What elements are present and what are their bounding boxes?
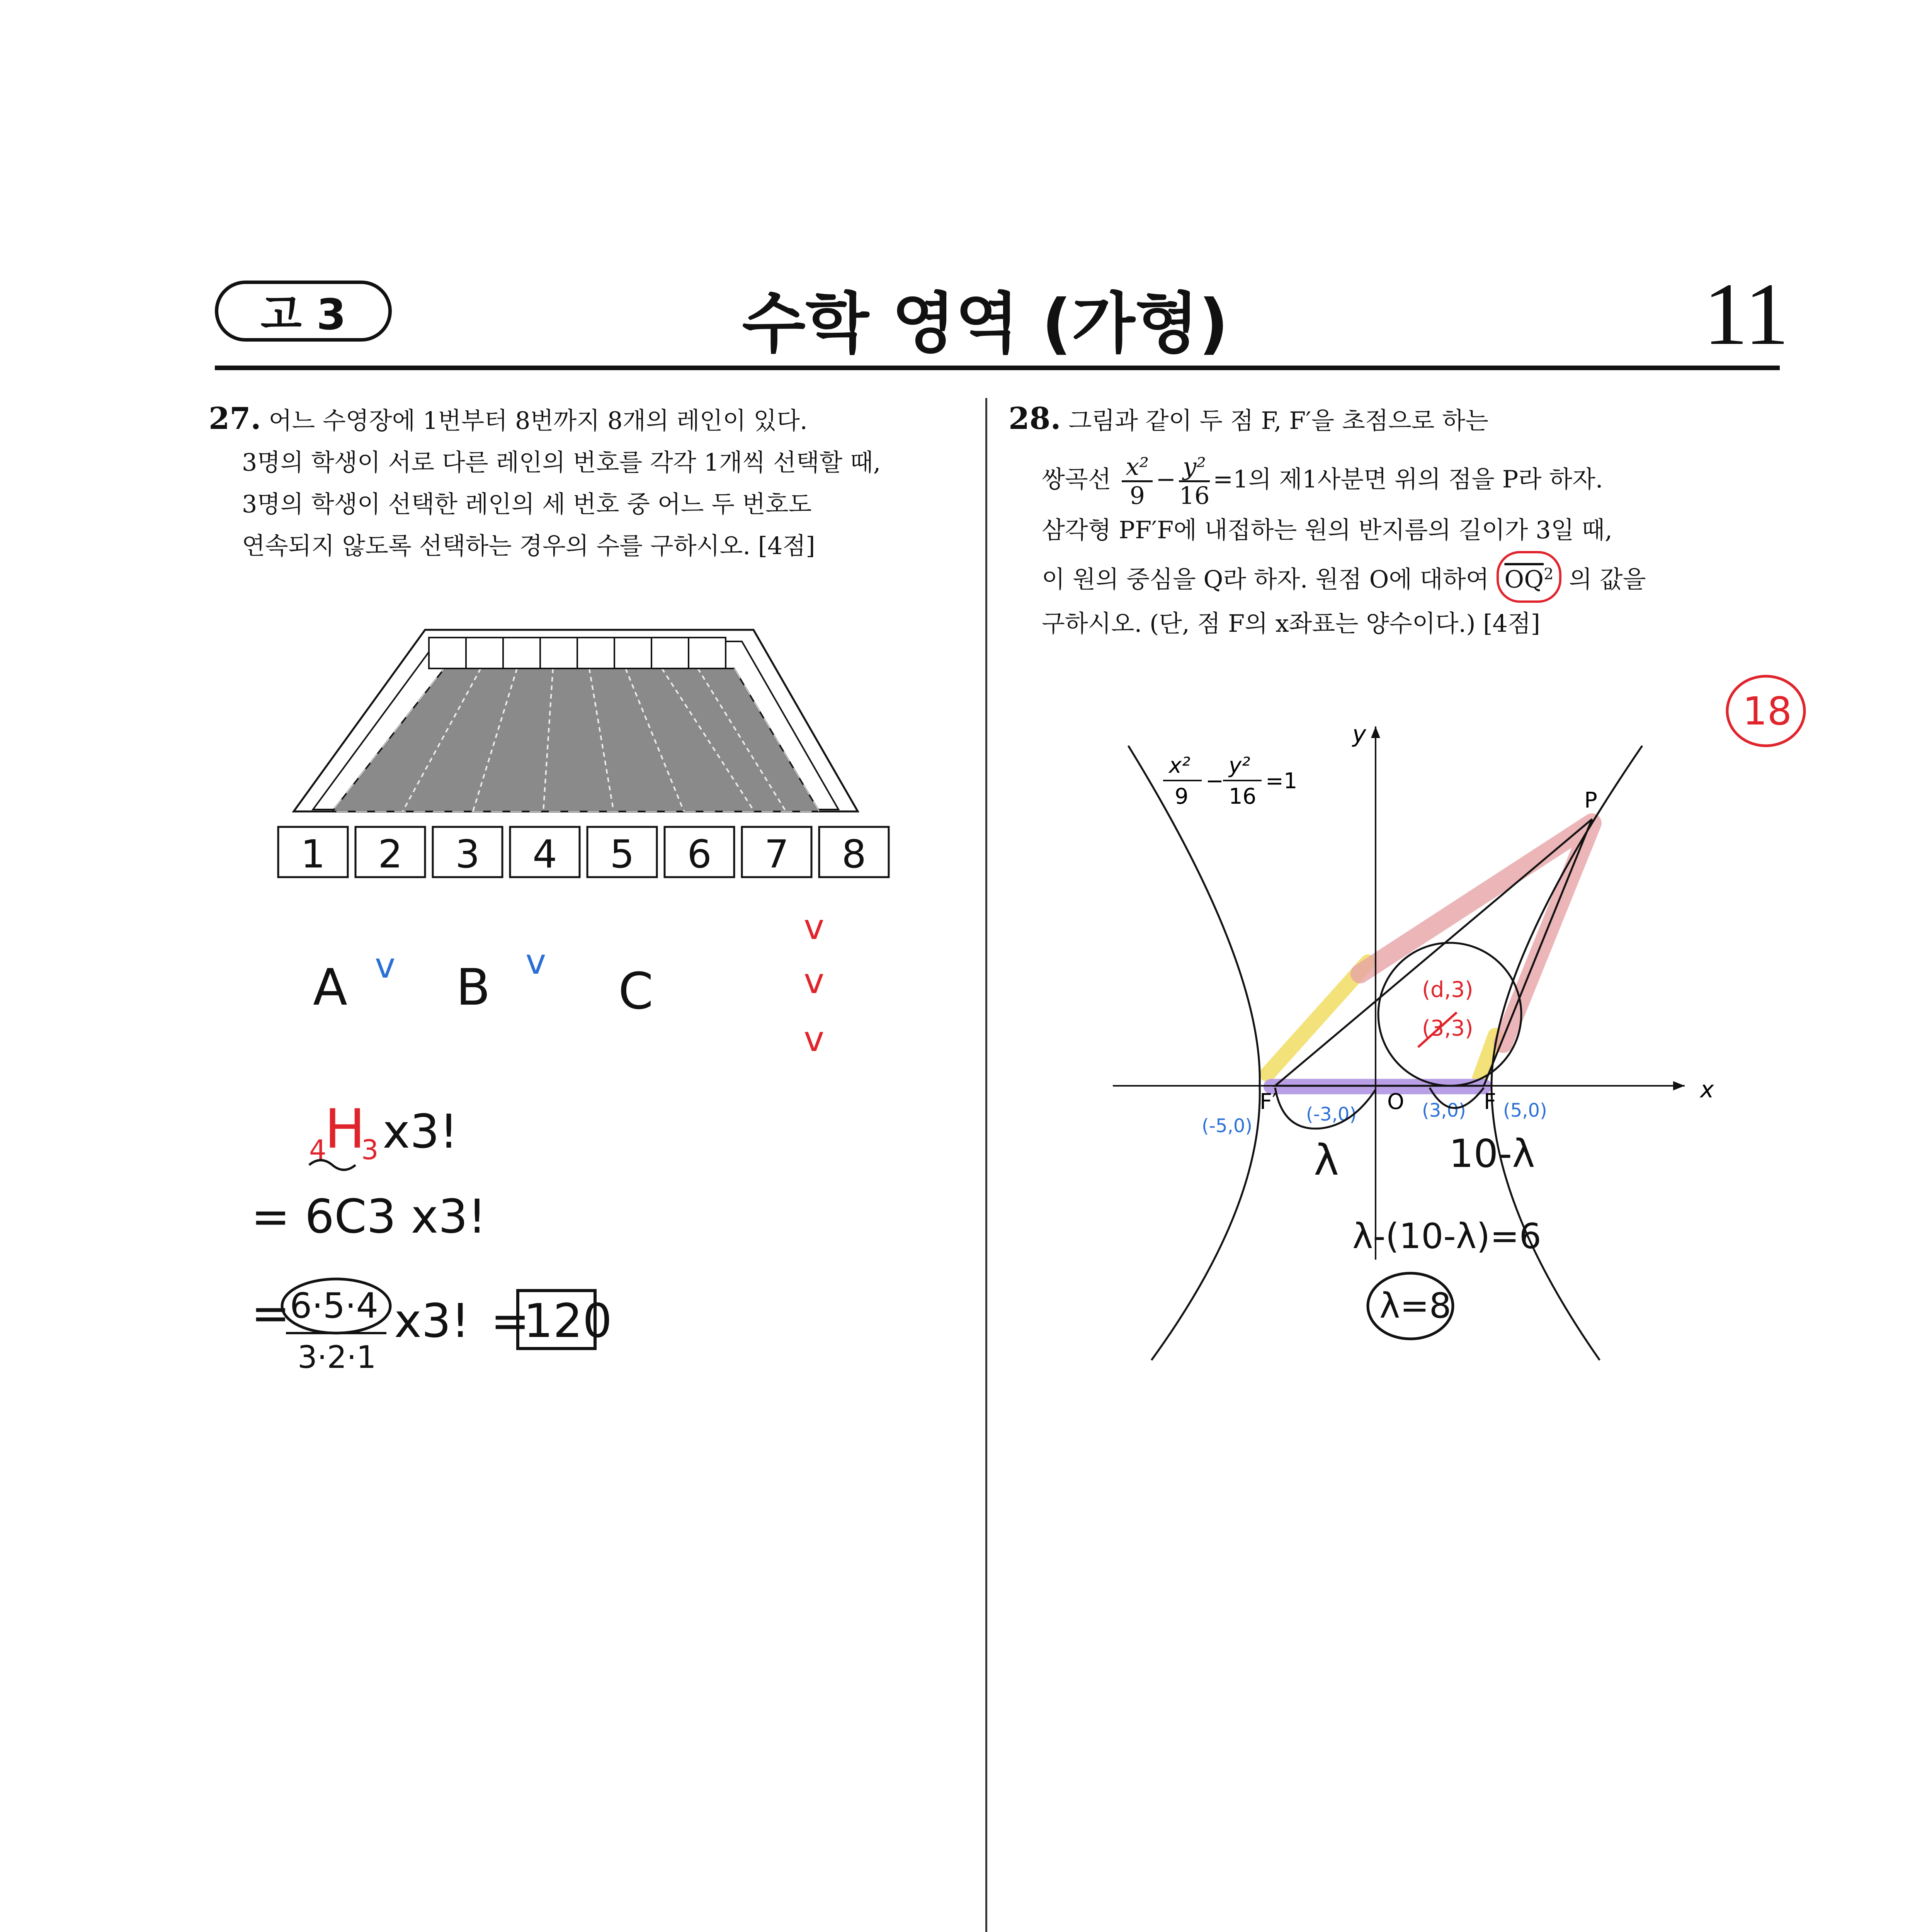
oq-circled — [1497, 551, 1561, 603]
blue-check-mark: v — [526, 942, 546, 982]
note-touch-right: (3,0) — [1422, 1100, 1466, 1121]
note-h-letter: H — [325, 1098, 366, 1161]
note-result: λ=8 — [1379, 1286, 1451, 1326]
blue-check-mark: v — [375, 946, 396, 986]
note-touch-left: (-3,0) — [1306, 1104, 1357, 1125]
question-28-line-4-pre: 이 원의 중심을 Q라 하자. 원점 O에 대하여 — [1042, 565, 1489, 594]
red-check-mark: v — [804, 961, 825, 1002]
question-27-line-2: 3명의 학생이 서로 다른 레인의 번호를 각각 1개씩 선택할 때, — [242, 448, 881, 476]
note-numerator: 6·5·4 — [290, 1286, 378, 1326]
oq-segment: $\overline{OQ}$ — [1504, 565, 1544, 594]
lane-label-3: 3 — [455, 832, 480, 877]
note-ten-minus-lambda: 10-λ — [1449, 1131, 1535, 1176]
question-27-line-3: 3명의 학생이 선택한 레인의 세 번호 중 어느 두 번호도 — [242, 490, 812, 518]
incircle — [1378, 943, 1521, 1086]
red-check-mark: v — [804, 908, 825, 947]
swimming-pool-figure — [270, 618, 927, 912]
pink-highlight — [1360, 823, 1592, 1043]
lane-label-6: 6 — [687, 832, 712, 877]
hyperbola-left-branch — [1128, 746, 1260, 1360]
note-times: x3! — [394, 1294, 470, 1348]
question-28-line-2-pre: 쌍곡선 — [1042, 465, 1111, 493]
point-f-label: F — [1484, 1089, 1497, 1114]
question-27-number: 27. — [209, 401, 261, 436]
lane-label-1: 1 — [301, 832, 325, 877]
oq-exponent: 2 — [1544, 565, 1554, 583]
note-letter-b: B — [456, 958, 491, 1017]
question-28-line-5: 구하시오. (단, 점 F의 x좌표는 양수이다.) [4점] — [1042, 609, 1540, 638]
note-letter-c: C — [618, 962, 653, 1020]
question-27-line-4: 연속되지 않도록 선택하는 경우의 수를 구하시오. [4점] — [242, 532, 815, 560]
q27-handwritten-notes — [232, 908, 966, 1410]
question-28 — [1009, 398, 1781, 645]
note-equals-2: = — [491, 1294, 530, 1348]
header-divider — [215, 366, 1780, 370]
figure-eq-9: 9 — [1175, 784, 1189, 809]
fraction-x2-over-9: $\frac{\text{x²}}{9}$ — [1122, 453, 1153, 509]
question-28-line-3: 삼각형 PF′F에 내접하는 원의 반지름의 길이가 3일 때, — [1042, 516, 1612, 544]
fraction-y2-over-16: $\frac{\text{y²}}{16}$ — [1179, 452, 1210, 510]
figure-eq-16: 16 — [1229, 784, 1257, 809]
question-28-line-4-post: 의 값을 — [1569, 565, 1646, 594]
note-equation: λ-(10-λ)=6 — [1352, 1216, 1541, 1257]
question-28-line-2-post: =1의 제1사분면 위의 점을 P라 하자. — [1213, 465, 1603, 493]
question-28-line-1: 그림과 같이 두 점 F, F′을 초점으로 하는 — [1068, 406, 1489, 435]
question-27-line-1: 어느 수영장에 1번부터 8번까지 8개의 레인이 있다. — [269, 406, 808, 435]
note-lambda: λ — [1314, 1135, 1339, 1185]
q28-answer: 18 — [1743, 689, 1792, 734]
lane-label-2: 2 — [378, 832, 403, 877]
note-f-coord: (5,0) — [1503, 1100, 1547, 1121]
note-center-2: (3,3) — [1422, 1016, 1473, 1041]
hyperbola-figure — [1082, 657, 1816, 1391]
lane-end-blocks — [429, 638, 726, 668]
grade-badge: 고 3 — [215, 281, 392, 342]
column-divider — [985, 398, 987, 1932]
question-27 — [209, 398, 974, 567]
x-axis-label: x — [1700, 1076, 1714, 1103]
figure-eq-minus: − — [1206, 769, 1224, 794]
note-denominator: 3·2·1 — [298, 1339, 376, 1375]
origin-label: O — [1387, 1089, 1405, 1114]
note-h-rest: x3! — [383, 1105, 458, 1159]
note-answer: 120 — [524, 1294, 612, 1348]
figure-eq-rhs: =1 — [1265, 769, 1298, 794]
note-combination-line: = 6C3 x3! — [251, 1190, 486, 1244]
x-axis-arrow-icon — [1673, 1081, 1685, 1090]
starting-blocks — [278, 827, 889, 877]
note-letter-a: A — [313, 958, 347, 1017]
point-f-prime-label: F′ — [1260, 1089, 1277, 1114]
question-28-number: 28. — [1009, 401, 1061, 436]
minus-sign: − — [1156, 465, 1176, 493]
note-center: (d,3) — [1422, 977, 1473, 1002]
page-title: 수학 영역 (가형) — [742, 286, 1229, 362]
note-h-sub-right: 3 — [361, 1134, 379, 1166]
red-check-mark: v — [804, 1019, 825, 1060]
y-axis-arrow-icon — [1371, 726, 1380, 738]
figure-eq-x2: x² — [1169, 753, 1190, 778]
figure-eq-y2: y² — [1229, 753, 1250, 778]
note-f-prime-coord: (-5,0) — [1202, 1115, 1253, 1137]
note-h-sub-left: 4 — [309, 1134, 327, 1166]
lane-label-4: 4 — [532, 832, 557, 877]
lane-label-5: 5 — [610, 832, 634, 877]
page-number: 11 — [1703, 265, 1789, 363]
lane-label-8: 8 — [842, 832, 866, 877]
y-axis-label: y — [1352, 721, 1366, 748]
lane-label-7: 7 — [764, 832, 789, 877]
point-p-label: P — [1584, 788, 1597, 813]
note-equals: = — [251, 1287, 290, 1340]
